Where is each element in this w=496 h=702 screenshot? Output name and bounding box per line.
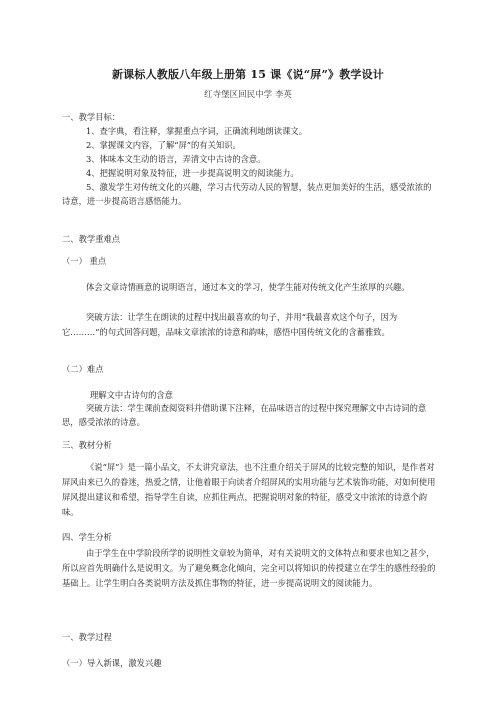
objective-item: 5、激发学生对传统文化的兴趣，学习古代劳动人民的智慧，装点更加美好的生活，感受浓浓的诗意，进一步提高语言感悟能力。 (62, 182, 432, 206)
subheading-keypoint: （一） 重点 (62, 256, 107, 266)
section-heading-students: 四、学生分析 (62, 532, 112, 542)
section-heading-textbook: 三、教材分析 (62, 440, 112, 450)
objective-item: 3、体味本文生动的语言，弄清文中古诗的含意。 (86, 154, 266, 164)
objective-item: 4、把握说明对象及特征，进一步提高说明文的阅读能力。 (86, 168, 299, 178)
objective-item: 2、掌握课文内容，了解“屏”的有关知识。 (86, 140, 241, 150)
keypoint-paragraph: 体会文章诗情画意的说明语言，通过本文的学习，使学生能对传统文化产生浓厚的兴趣。 (86, 282, 410, 292)
textbook-analysis-paragraph: 《说“屏”》是一篇小品文，不太讲究章法，也不注重介绍关于屏风的比较完整的知识，是作者对屏风由来已久的眷迷，热爱之情，让他着眼于向读者介绍屏风的实用功能与艺术装饰功能，对如何使用屏风提出建议和希望，指导学生自读，应抓住两点，把握说明对象的特征，感受文中浓浓的诗意个韵味。 (62, 462, 436, 517)
subheading-intro: （一）导入新课，激发兴趣 (62, 658, 162, 668)
student-analysis-paragraph: 由于学生在中学阶段所学的说明性文章较为简单，对有关说明文的文体特点和要求也知之甚少，所以应首先明确什么是说明文。为了避免概念化倾向，完全可以将知识的传授建立在学生的感性经验的基础上。让学生明白各类说明方法及抓住事物的特征，进一步提高说明文的阅读能力。 (62, 548, 436, 588)
section-heading-keypoints: 二、教学重难点 (62, 234, 121, 244)
objective-item: 1、查字典，看注释，掌握重点字词，正确流利地朗读课文。 (86, 126, 307, 136)
difficulty-method-paragraph: 突破方法：学生课前查阅资料并借助课下注释，在品味语言的过程中探究理解文中古诗词的意思，感受浓浓的诗意。 (62, 403, 427, 427)
keypoint-method-paragraph: 突破方法：让学生在朗读的过程中找出最喜欢的句子，并用“我最喜欢这个句子，因为它………”的句式回答问题，品味文章浓浓的诗意和韵味，感悟中国传统文化的含蓄雅致。 (62, 312, 398, 337)
document-title: 新课标人教版八年级上册第 15 课《说“屏”》教学设计 (111, 68, 385, 81)
document-author: 红寺堡区回民中学 李英 (204, 90, 292, 100)
difficulty-text: 理解文中古诗句的含意 (90, 390, 173, 400)
subheading-difficulty: （二）难点 (62, 364, 104, 374)
section-heading-objectives: 一、教学目标： (62, 112, 121, 122)
section-heading-process: 一、教学过程 (62, 632, 112, 642)
